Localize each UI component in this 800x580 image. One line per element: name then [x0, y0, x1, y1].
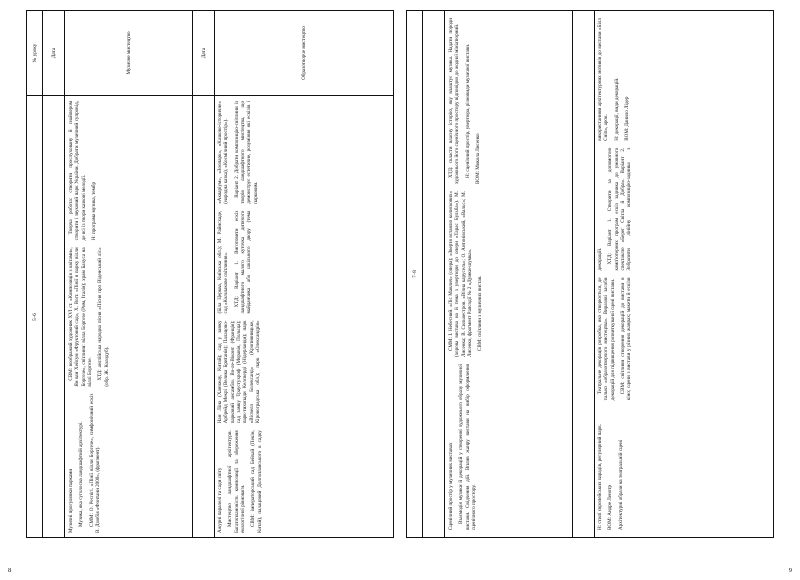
table-row	[407, 11, 774, 538]
music-para: Музика, яка суголосна ландшафтній архітектурі.	[77, 420, 84, 527]
visual-note-line: Н: стилі європейських парадів, регулярний парк.	[597, 424, 603, 530]
header-date-label: Дата	[50, 47, 57, 59]
music-para: Н: програма музика, тембр	[90, 181, 97, 240]
music-para: Н: сценічний простір, увертюра, різновиди музичної вистави.	[464, 43, 471, 178]
music-title: Сценічний простір у музичних виставах	[447, 442, 454, 530]
lesson-no-value: 7–8	[411, 270, 418, 278]
visual-para: Театральне декорація розробка, яко створюється, де талько «образотворчого мистецтва». Виразові засоби декорацій для підвищення розвиткуваної сцені вистави.	[597, 277, 616, 401]
header-lesson-no-label: № уроку	[31, 43, 38, 63]
music-para: СВМ: воображий художник XVI ст. «Композиція з квітами», Ян ван Хейсум «Фруктовий сад», Х. Воґт. «Пінії в парку вілли Боргезе», світлини: вілла Боргезе (Рим, Італія); храм Бахуса на віллі Боргезе.	[67, 246, 93, 387]
table-row	[27, 96, 394, 538]
visual-para: СВМ: імператорський сад Бейхай (Пекін, Китай), палацовий Долгоплавського в садку Нан Ліна (Ханчжоу, Китай); сад у замку Арбрейд Мекрі (Велика Британія); Палацово-парковий ансамбль Во-ле-Віконт (Франція); сад замку Траустухроф (Моравія, Польща); парк-тихопади Келсверді (Нідерланди); парк «Вісвелл Болександ» (Кропивницьке, Кіровоградська обл.); парк «Олександрія» (Біла Церква, Київська обл.); М. Райнсхаде, сад «Кольчакове світлиння».	[217, 210, 263, 533]
cell-date-2	[573, 11, 595, 538]
header-visual-art-label: Образотворче мистецтво	[300, 26, 307, 80]
music-title: Музичні прогулянки парками	[67, 468, 74, 533]
music-para: Творча робота: створити прослуховану й снайпером створити і звуковий парк України. Добрати музичний супровід, де всі із твори казкові мелодії.	[67, 100, 87, 240]
music-para: ВОМ: Микола Лисенко	[474, 133, 481, 184]
right-page	[400, 0, 800, 580]
page-number-left: 8	[8, 567, 12, 574]
curriculum-table-right	[406, 10, 774, 538]
table-header-row	[27, 11, 394, 96]
visual-para: ХТД: Варіант 1. Виготовити ескіз ландшафтного малого куточка дитячого майданчика або шкільного двору (тема «Акваріум», «Зоопарк», «Казково-історичне» (народна казка), «Космічний простір»).	[217, 100, 253, 313]
visual-para: Н: декорації, види декорацій.	[613, 77, 620, 141]
header-date-2	[193, 11, 215, 96]
cell-date	[43, 96, 65, 538]
music-para: СВМ: світлини з музичних вистав.	[476, 275, 483, 351]
visual-para: СВМ: світлини створення декорацій до вистави в кіно; сцени з вистави у різних жанрах; макети й ескізи декорацій.	[597, 247, 633, 401]
music-para: ХТД: скласти власну історію, яку влаштує музика. Надати породи художнього його сценічного простору відповідно до жодної мініатюрний.	[447, 18, 460, 184]
cell-visual-content	[595, 11, 774, 538]
visual-title: Архітектурні образи на театральній сцені	[617, 439, 624, 530]
music-para: ХТД: англійська народна пісня «Пісня про Віденський ліс» (обр. Ж. Колодуб).	[96, 246, 110, 387]
music-para: СММ: О. Респігі. «Пінії вілли Боргезе», симфонічний ескіз В. Дзюбія «Фонтани 2000», (фрагмент).	[88, 393, 101, 533]
header-visual-art	[215, 11, 394, 96]
music-para: СММ: І. Небесний. «Ліс Мавлич» (опера); «Звертя вставлю колискових» (хорова вистава на й тема з увертюри до опери «Тарас Бульба»). М. Лисенка; В. Сильвестров. «Вічна карусель»; О. Антонівський, «Вальс»; М. Лисенко, фрагмент Рапсодії № 2 «Думки-шумка».	[447, 191, 473, 357]
header-date	[43, 11, 65, 96]
header-lesson-no	[27, 11, 43, 96]
lesson-no-value: 5–6	[31, 312, 38, 321]
visual-para: ХТД: Варіант 1. Створити за допомогою комп'ютерних програм ескіз задника до умовного спектаклю «Берег Світла й Добра». Варіант 2. Зобразити лінійну композицію-задника з використанням архітектурних мотивів до вистави «Білл Сніп», арок.	[597, 18, 633, 271]
header-date-2-label: Дата	[200, 47, 207, 59]
cell-music-content	[445, 11, 573, 538]
curriculum-table-left	[26, 10, 394, 538]
cell-visual-content	[215, 96, 394, 538]
visual-title: Ажурні паралелі та сади світу	[217, 467, 223, 533]
visual-para: ВОМ: Данило Лідер	[624, 96, 631, 141]
cell-date-2	[193, 96, 215, 538]
cell-music-content	[65, 96, 193, 538]
cell-lesson-no	[27, 96, 43, 538]
visual-note-line: ВОМ: Андре Ленотр	[607, 484, 614, 530]
page-number-right: 9	[788, 567, 792, 574]
cell-lesson-no	[407, 11, 423, 538]
header-music-art	[65, 11, 193, 96]
visual-para: Мистецтво ландшафтної архітектури. Багатоплановість композиції та збереження екологічної рівноваги.	[227, 429, 247, 533]
header-music-art-label: Музичне мистецтво	[125, 31, 132, 75]
visual-para: Варіант 2. Добрати композицію-світлини із творів ландшафтного мистецтва, що демонструє естетичне, розуміння які ескізів і парковим.	[233, 100, 259, 204]
music-para: Взаємодія музики й декорацій у створенні художнього образу музичної вистави. Свідчення дій. Вплив жанру вистави на вибір оформлення сценічного простору.	[457, 364, 477, 530]
cell-date	[423, 11, 445, 538]
